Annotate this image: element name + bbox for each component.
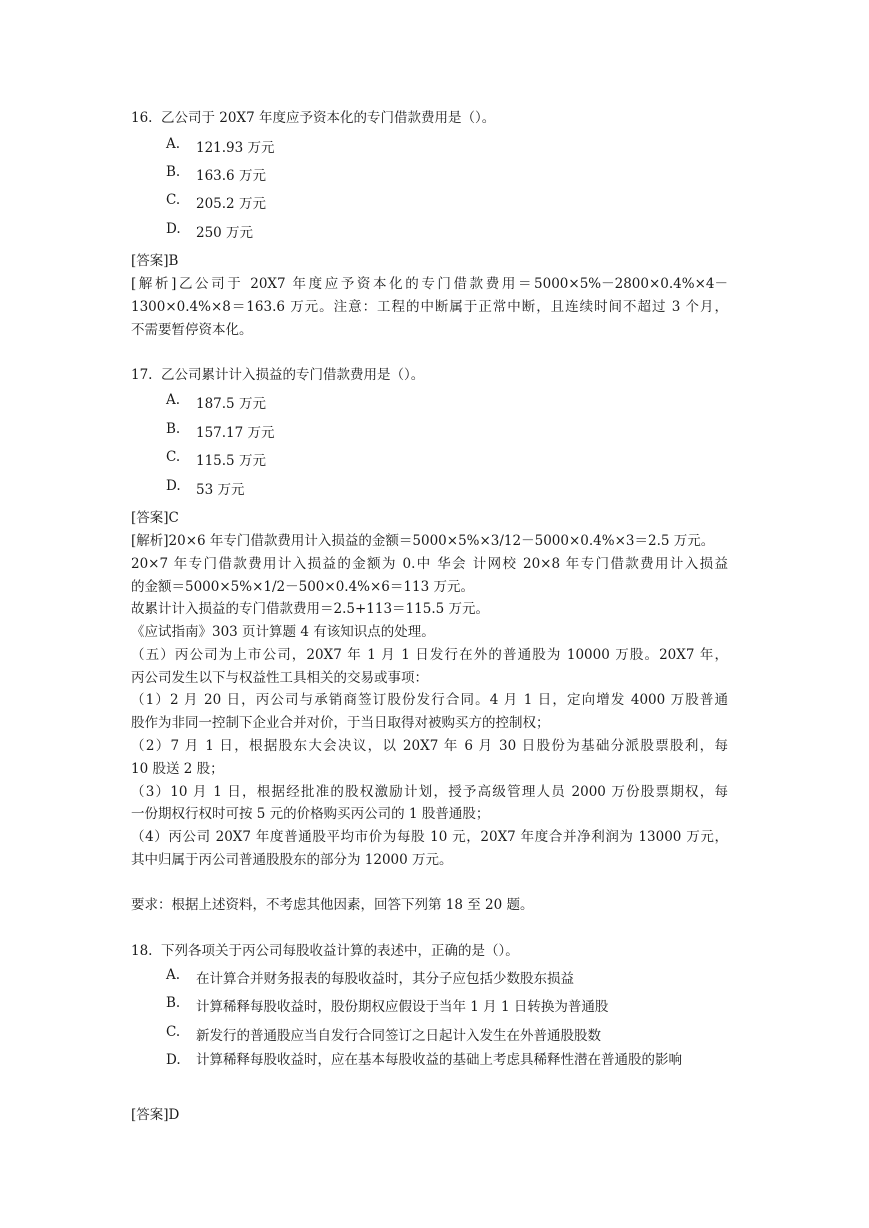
question-18 <box>131 939 519 959</box>
q18-answer: [答案]D <box>131 1107 180 1123</box>
option-letter: C. <box>166 192 181 208</box>
q17-analysis-line-5: 《应试指南》303 页计算题 4 有该知识点的处理。 <box>131 624 435 640</box>
case5-line-4: 股作为非同一控制下企业合并对价，于当日取得对被购买方的控制权； <box>131 715 550 731</box>
option-text: 计算稀释每股收益时，股份期权应假设于当年 1 月 1 日转换为普通股 <box>196 999 609 1015</box>
q16-option-c <box>166 192 266 212</box>
q17-option-a <box>166 392 266 412</box>
option-letter: C. <box>166 1024 181 1040</box>
option-text: 115.5 万元 <box>196 453 266 469</box>
case5-line-5: （2）7 月 1 日，根据股东大会决议，以 20X7 年 6 月 30 日股份为基础分派股票股利，每 <box>131 738 728 754</box>
q16-option-d <box>166 221 253 241</box>
q17-option-d <box>166 478 244 498</box>
case5-line-2: 丙公司发生以下与权益性工具相关的交易或事项： <box>131 670 428 686</box>
q17-analysis-line-1: [解析]20×6 年专门借款费用计入损益的金额＝5000×5%×3/12－5000×0.4%×3＝2.5 万元。 <box>131 533 715 549</box>
q16-analysis-line-2: 1300×0.4%×8＝163.6 万元。注意：工程的中断属于正常中断，且连续时间不超过 3 个月， <box>131 299 728 315</box>
question-stem: 下列各项关于丙公司每股收益计算的表述中，正确的是（）。 <box>161 943 519 959</box>
option-letter: B. <box>166 421 181 437</box>
question-stem: 乙公司于 20X7 年度应予资本化的专门借款费用是（）。 <box>161 110 496 126</box>
case5-requirement: 要求：根据上述资料，不考虑其他因素，回答下列第 18 至 20 题。 <box>131 897 534 913</box>
option-text: 新发行的普通股应当自发行合同签订之日起计入发生在外普通股股数 <box>196 1028 601 1044</box>
case5-line-10: 其中归属于丙公司普通股股东的部分为 12000 万元。 <box>131 852 453 868</box>
option-text: 205.2 万元 <box>196 196 266 212</box>
option-text: 250 万元 <box>196 225 254 241</box>
option-letter: A. <box>166 967 181 983</box>
option-text: 计算稀释每股收益时，应在基本每股收益的基础上考虑具稀释性潜在普通股的影响 <box>196 1052 682 1068</box>
q18-option-a <box>166 967 574 987</box>
question-number: 17. <box>131 367 153 383</box>
q18-option-c <box>166 1024 601 1044</box>
case5-line-7: （3）10 月 1 日，根据经批准的股权激励计划，授予高级管理人员 2000 万份股票期权，每 <box>131 784 728 800</box>
option-letter: B. <box>166 995 181 1011</box>
option-letter: D. <box>166 1052 181 1068</box>
question-number: 18. <box>131 943 153 959</box>
q16-answer: [答案]B <box>131 253 179 269</box>
option-text: 157.17 万元 <box>196 425 275 441</box>
case5-line-6: 10 股送 2 股； <box>131 761 224 777</box>
option-letter: C. <box>166 449 181 465</box>
q18-option-d <box>166 1048 728 1072</box>
option-letter: D. <box>166 221 181 237</box>
q16-analysis-line-3: 不需要暂停资本化。 <box>131 322 253 338</box>
q18-option-b <box>166 995 608 1015</box>
q17-answer: [答案]C <box>131 510 179 526</box>
option-letter: D. <box>166 478 181 494</box>
q17-analysis-line-2: 20×7 年专门借款费用计入损益的金额为 0.中 华会 计网校 20×8 年专门借款费用计入损益 <box>131 556 728 572</box>
option-text: 163.6 万元 <box>196 168 266 184</box>
question-stem: 乙公司累计计入损益的专门借款费用是（）。 <box>161 367 425 383</box>
option-text: 187.5 万元 <box>196 396 266 412</box>
case5-line-8: 一份期权行权时可按 5 元的价格购买丙公司的 1 股普通股； <box>131 806 490 822</box>
case5-line-9: （4）丙公司 20X7 年度普通股平均市价为每股 10 元，20X7 年度合并净利润为 13000 万元， <box>131 829 728 845</box>
question-16 <box>131 106 495 126</box>
q17-analysis-line-4: 故累计计入损益的专门借款费用＝2.5+113＝115.5 万元。 <box>131 601 489 617</box>
q17-option-c <box>166 449 266 469</box>
case5-line-1: （五）丙公司为上市公司，20X7 年 1 月 1 日发行在外的普通股为 10000 万股。20X7 年， <box>131 647 728 663</box>
option-text: 53 万元 <box>196 482 245 498</box>
q16-analysis-line-1: [解析]乙公司于 20X7 年度应予资本化的专门借款费用＝5000×5%－2800×0.4%×4－ <box>131 276 728 292</box>
option-letter: B. <box>166 164 181 180</box>
q17-analysis-line-3: 的金额＝5000×5%×1/2－500×0.4%×6＝113 万元。 <box>131 579 474 595</box>
q17-option-b <box>166 421 275 441</box>
q16-option-a <box>166 136 275 156</box>
option-text: 在计算合并财务报表的每股收益时，其分子应包括少数股东损益 <box>196 971 574 987</box>
option-letter: A. <box>166 136 181 152</box>
option-text: 121.93 万元 <box>196 140 275 156</box>
q16-option-b <box>166 164 266 184</box>
question-number: 16. <box>131 110 153 126</box>
option-letter: A. <box>166 392 181 408</box>
question-17 <box>131 363 424 383</box>
case5-line-3: （1）2 月 20 日，丙公司与承销商签订股份发行合同。4 月 1 日，定向增发 4000 万股普通 <box>131 692 728 708</box>
